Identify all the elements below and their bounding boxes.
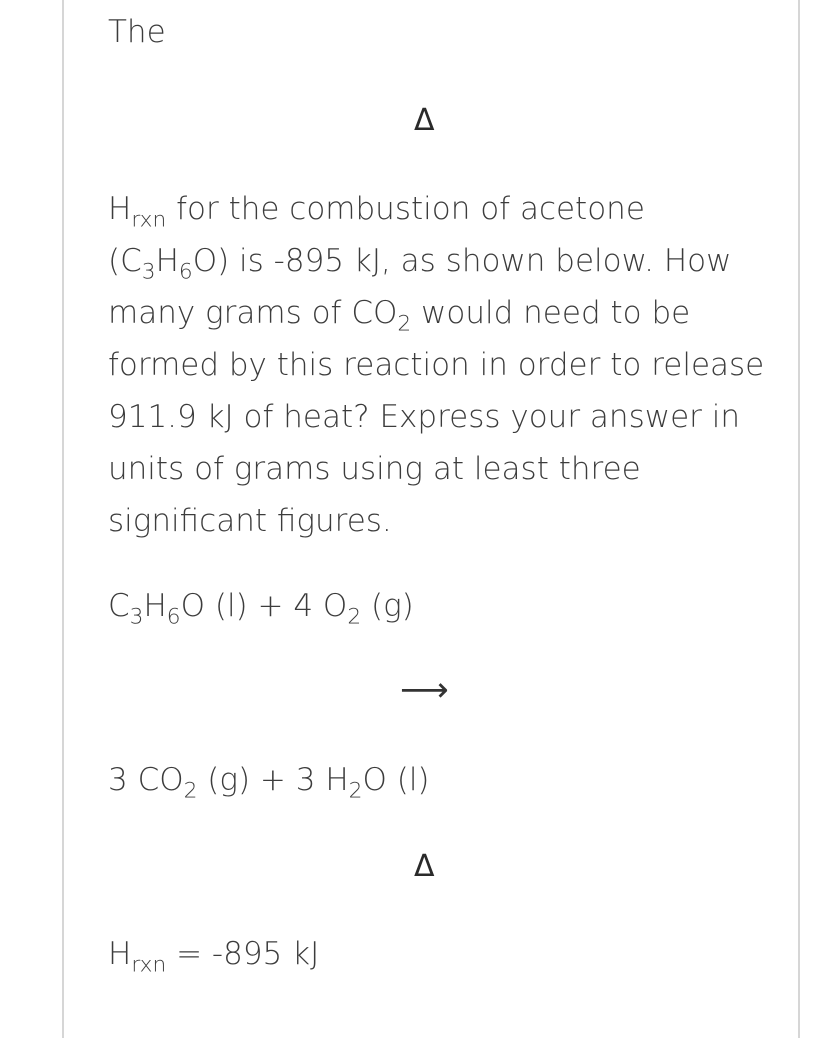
problem-line-4: formed by this reaction in order to release [108, 347, 765, 383]
problem-line-1: $H_{rxn}$ for the combustion of acetone [108, 191, 645, 233]
delta-symbol-bottom: Δ [414, 849, 435, 884]
problem-line-7: significant figures. [108, 503, 392, 539]
reaction-arrow: ⟶ [400, 670, 449, 710]
delta-symbol-top: Δ [414, 103, 435, 138]
products-equation: 3 $CO_2$ (g) + 3 $H_2O$ (l) [108, 762, 430, 804]
enthalpy-value: $H_{rxn} = -895$ kJ [108, 936, 320, 978]
problem-line-3: many grams of $CO_2$ would need to be [108, 295, 691, 337]
problem-line-2: $(C_3H_6O)$ is -895 kJ, as shown below. How [108, 243, 732, 285]
reactants-equation: $C_3H_6O$ (l) + 4 $O_2$ (g) [108, 588, 414, 630]
intro-text [108, 6, 166, 58]
intro-word: The [108, 14, 166, 50]
problem-statement [108, 183, 768, 547]
problem-line-6: units of grams using at least three [108, 451, 641, 487]
problem-line-5: 911.9 kJ of heat? Express your answer in [108, 399, 741, 435]
